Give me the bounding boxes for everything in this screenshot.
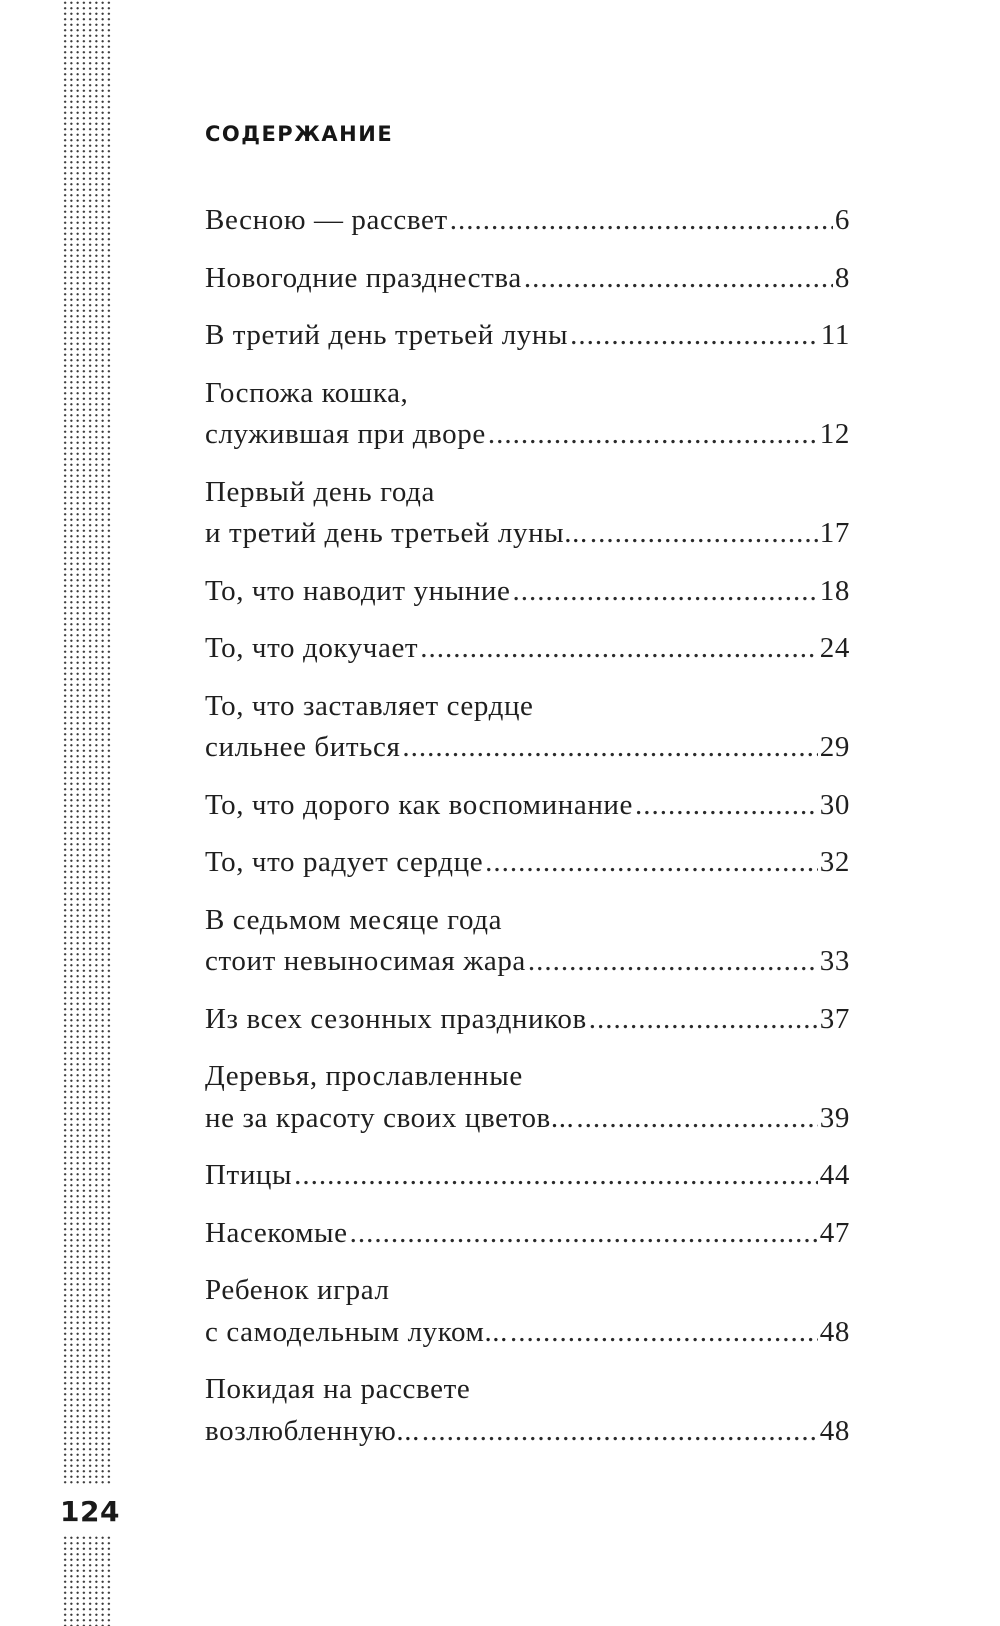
toc-entry-page-number: 11 <box>820 319 850 351</box>
toc-entry-title-line: Ребенок играл <box>205 1274 390 1306</box>
toc-entry-title-line: В третий день третьей луны <box>205 319 569 351</box>
toc-entry-row <box>205 999 850 1041</box>
toc-entry-title-line: Из всех сезонных праздников <box>205 1002 587 1035</box>
toc-entry[interactable] <box>205 1213 850 1255</box>
toc-entry-title-line: и третий день третьей луны... <box>205 517 588 549</box>
dot-leader <box>402 727 817 769</box>
toc-entry-page-number: 33 <box>819 945 850 977</box>
toc-entry-row <box>205 414 850 456</box>
toc-entry-row <box>205 258 850 300</box>
toc-entry[interactable] <box>205 785 850 827</box>
toc-entry-row <box>205 315 850 357</box>
toc-entry-page-number: 17 <box>819 517 850 549</box>
toc-entry-row <box>205 1411 850 1453</box>
toc-entry[interactable] <box>205 571 850 613</box>
dot-leader <box>488 414 818 456</box>
toc-entry-row <box>205 785 850 827</box>
toc-entry-page-number: 30 <box>819 788 850 821</box>
toc-entry[interactable] <box>205 258 850 300</box>
toc-entry[interactable] <box>205 200 850 242</box>
toc-entry-title-line: То, что докучает <box>205 632 419 664</box>
dotted-margin-band-bottom <box>62 1535 112 1626</box>
page-number: 124 <box>60 1495 120 1528</box>
toc-entry-title-line: Птицы <box>205 1159 293 1191</box>
toc-entry-title-line: То, что заставляет сердце <box>205 689 534 722</box>
toc-entry-row <box>205 628 850 670</box>
toc-entry-title-line: Первый день года <box>205 475 435 508</box>
toc-entry-title-line: В седьмом месяце года <box>205 903 503 936</box>
toc-entry-title-line: служившая при дворе <box>205 418 486 450</box>
toc-entry-title-line: Госпожа кошка, <box>205 376 409 409</box>
dot-leader <box>294 1155 818 1197</box>
toc-entry-page-number: 12 <box>819 418 850 450</box>
toc-entry-page-number: 48 <box>819 1315 850 1348</box>
toc-entry-page-number: 39 <box>819 1101 850 1134</box>
toc-entry-title-line: стоит невыносимая жара <box>205 945 526 977</box>
toc-entry-row <box>205 941 850 983</box>
toc-entry[interactable] <box>205 1155 850 1197</box>
toc-entry-page-number: 44 <box>819 1159 850 1191</box>
dot-leader <box>576 1098 817 1140</box>
dot-leader <box>350 1213 818 1255</box>
dot-leader <box>524 258 833 300</box>
dot-leader <box>570 315 819 357</box>
toc-entry-title-line: То, что наводит уныние <box>205 574 511 607</box>
toc-entry[interactable] <box>205 842 850 884</box>
dot-leader <box>420 628 818 670</box>
toc-entry-title-line: не за красоту своих цветов... <box>205 1101 575 1134</box>
toc-heading: содержание <box>205 114 394 149</box>
toc-entry-page-number: 48 <box>819 1414 850 1447</box>
toc-entry-row <box>205 200 850 242</box>
toc-entry-page-number: 32 <box>819 846 850 878</box>
toc-entry[interactable] <box>205 686 850 769</box>
toc-entry-title-line: Новогодние празднества <box>205 261 522 294</box>
dot-leader <box>528 941 818 983</box>
toc-entry-row <box>205 1312 850 1354</box>
toc-entry-title-line: с самодельным луком... <box>205 1315 509 1348</box>
toc-entry[interactable] <box>205 472 850 555</box>
dot-leader <box>510 1312 818 1354</box>
toc-entry-page-number: 37 <box>819 1002 850 1035</box>
toc-entry-title-line: Деревья, прославленные <box>205 1060 523 1092</box>
table-of-contents <box>205 200 850 1468</box>
toc-entry-page-number: 18 <box>819 574 850 607</box>
toc-entry[interactable] <box>205 1056 850 1139</box>
toc-entry-row <box>205 513 850 555</box>
toc-entry-title-line: Покидая на рассвете <box>205 1373 471 1405</box>
toc-entry-title-line: То, что дорого как воспоминание <box>205 788 634 821</box>
dotted-margin-band-top <box>62 0 112 1484</box>
toc-entry-row <box>205 842 850 884</box>
toc-entry-title-line: сильнее биться <box>205 731 401 763</box>
toc-entry-row <box>205 727 850 769</box>
toc-entry-page-number: 6 <box>834 204 850 236</box>
toc-entry-row <box>205 1155 850 1197</box>
dot-leader <box>589 999 818 1041</box>
toc-entry-title-line: Весною — рассвет <box>205 204 448 236</box>
dot-leader <box>485 842 818 884</box>
toc-entry[interactable] <box>205 900 850 983</box>
toc-entry[interactable] <box>205 628 850 670</box>
toc-entry-title-line: То, что радует сердце <box>205 846 484 878</box>
toc-entry[interactable] <box>205 373 850 456</box>
toc-entry-title-line: Насекомые <box>205 1216 348 1249</box>
toc-entry-row <box>205 571 850 613</box>
dot-leader <box>635 785 818 827</box>
dot-leader <box>422 1411 818 1453</box>
dot-leader <box>450 200 833 242</box>
dot-leader <box>590 513 818 555</box>
toc-entry[interactable] <box>205 1369 850 1452</box>
toc-entry-row <box>205 1098 850 1140</box>
toc-entry-row <box>205 1213 850 1255</box>
toc-entry[interactable] <box>205 999 850 1041</box>
toc-entry-page-number: 47 <box>819 1216 850 1249</box>
dot-leader <box>513 571 818 613</box>
toc-entry[interactable] <box>205 1270 850 1353</box>
toc-entry-page-number: 8 <box>834 261 850 294</box>
toc-entry-page-number: 29 <box>819 731 850 763</box>
toc-entry-page-number: 24 <box>819 632 850 664</box>
toc-entry[interactable] <box>205 315 850 357</box>
toc-entry-title-line: возлюбленную... <box>205 1414 420 1447</box>
